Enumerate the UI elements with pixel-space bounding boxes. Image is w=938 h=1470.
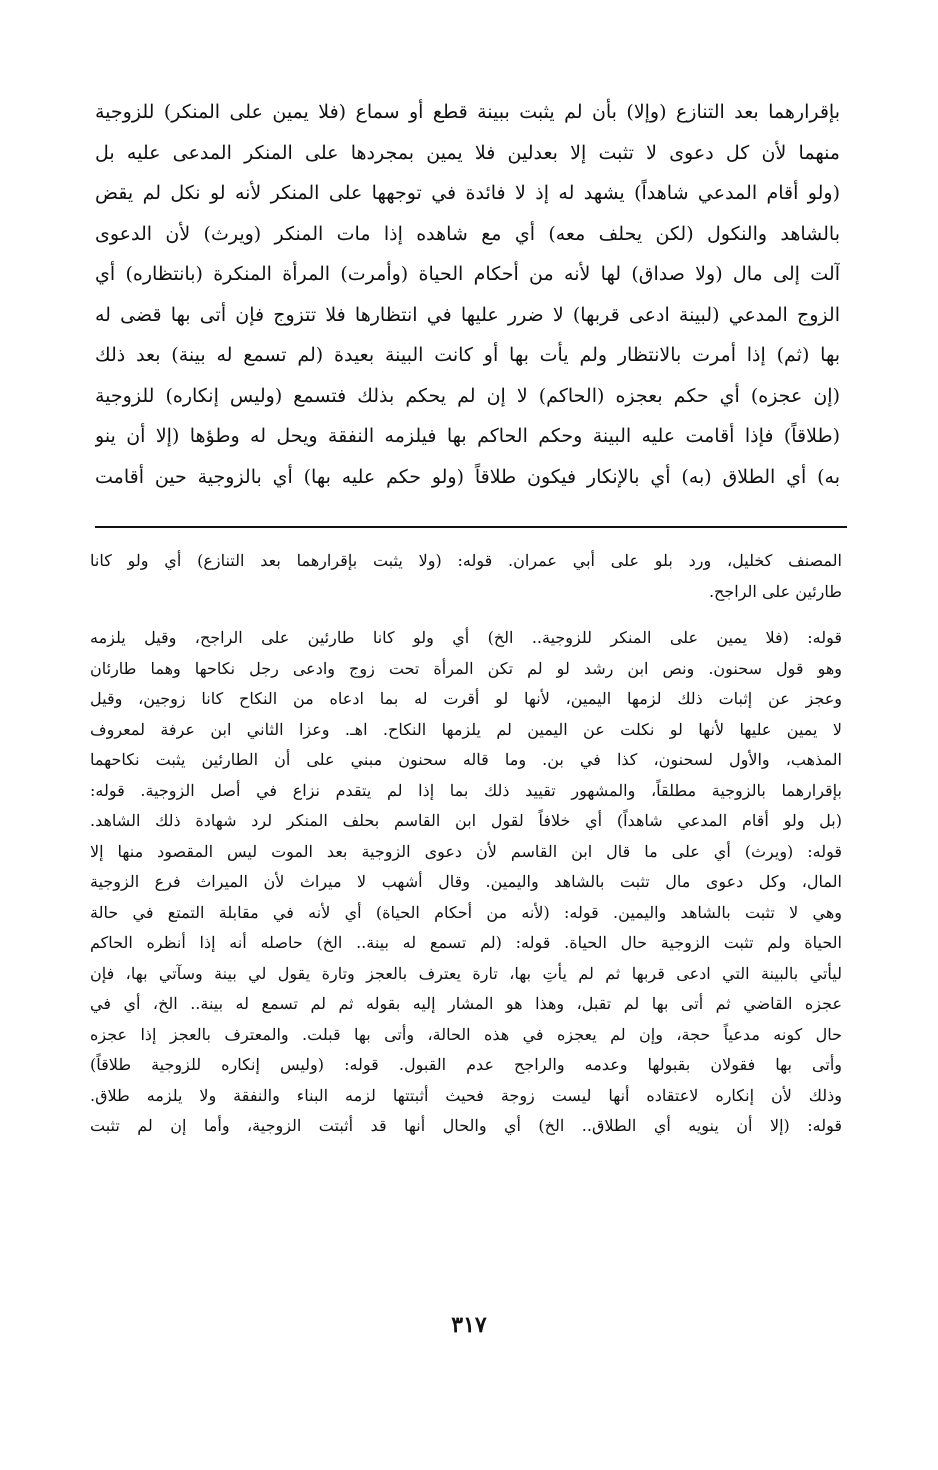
footnote-line: طارئين على الراجح. — [708, 581, 842, 601]
footnote-line: المال، وكل دعوى مال تثبت بالشاهد واليمين. وقال أشهب لا ميراث لأن الميراث فرع الزوجية — [90, 872, 842, 891]
footnote-line: لا يمين عليها لأنها لو نكلت عن اليمين لم يلزمها النكاح. اهـ. وعزا الثاني ابن عرفة لمعروف — [90, 719, 842, 739]
main-text-line: (ولو أقام المدعي شاهداً) يشهد له إذ لا فائدة في توجهها على المنكر لأنه لو نكل لم يقض — [95, 182, 840, 204]
footnote-divider — [95, 526, 847, 528]
footnotes — [90, 546, 842, 1158]
footnote-line: وهو قول سحنون. ونص ابن رشد لو لم تكن المرأة تحت زوج وادعى رجل نكاحها وهما طارئان — [90, 658, 842, 678]
footnote-line: المذهب، والأول لسحنون، كذا في بن. وما قاله سحنون مبني على أن الطارئين يثبت نكاحهما — [90, 750, 842, 769]
main-text-line: (طلاقاً) فإذا أقامت عليه البينة وحكم الحاكم بها فيلزمه النفقة ويحل له وطؤها (إلا أن ينو — [95, 425, 840, 447]
main-text — [95, 92, 840, 497]
footnote-line: بإقرارهما بالزوجية مطلقاً، والمشهور تقييد ذلك بما إذا لم يتقدم نزاع في أصل الزوجية. قوله: — [90, 780, 842, 800]
footnote-line: عجزه القاضي ثم أتى بها لم تقبل، وهذا هو المشار إليه بقوله ثم لم تسمع له بينة.. الخ، أي في — [90, 994, 842, 1013]
footnote-line: قوله: (فلا يمين على المنكر للزوجية.. الخ) أي ولو كانا طارئين على الراجح، وقيل يلزمه — [90, 628, 842, 647]
footnote-paragraph — [90, 623, 842, 1142]
footnote-line: قوله: (إلا أن ينويه أي الطلاق.. الخ) أي والحال أنها قد أثبتت الزوجية، وأما إن لم تثبت — [90, 1116, 842, 1135]
footnote-line: قوله: (ويرث) أي على ما قال ابن القاسم لأن دعوى الزوجية بعد الموت ليس المقصود منها إلا — [90, 841, 842, 861]
main-text-line: الزوج المدعي (لبينة ادعى قربها) لا ضرر عليها في انتظارها فلا تتزوج فإن أتى بها قضى له — [95, 303, 840, 326]
footnote-line: وهي لا تثبت بالشاهد واليمين. قوله: (لأنه من أحكام الحياة) أي لأنه في مقابلة التمتع في حالة — [90, 902, 842, 922]
main-text-line: به) أي الطلاق (به) أي بالإنكار فيكون طلاقاً (ولو حكم عليه بها) أي بالزوجية حين أقامت — [95, 465, 840, 488]
footnote-line: ليأتي بالبينة التي ادعى قربها ثم لم يأتِ بها، تارة يعترف بالعجز وتارة يقول لي بينة وسآتي بها، فإن — [90, 963, 842, 983]
main-text-line: بإقرارهما بعد التنازع (وإلا) بأن لم يثبت ببينة قطع أو سماع (فلا يمين على المنكر) للزوجية — [95, 101, 840, 123]
footnote-line: وذلك لأن إنكاره لاعتقاده أنها ليست زوجة فحيث أثبتتها لزمه البناء والنفقة ولا يلزمه طلاق. — [90, 1085, 842, 1105]
footnote-line: الحياة ولم تثبت الزوجية حال الحياة. قوله: (لم تسمع له بينة.. الخ) حاصله أنه إذا أنظره الحاكم — [90, 933, 842, 952]
main-text-line: آلت إلى مال (ولا صداق) لها لأنه من أحكام الحياة (وأمرت) المرأة المنكرة (بانتظاره) أي — [95, 263, 840, 285]
main-text-line: بالشاهد والنكول (لكن يحلف معه) أي مع شاهده إذا مات المنكر (ويرث) لأن الدعوى — [95, 222, 840, 245]
main-text-line: (إن عجزه) أي حكم بعجزه (الحاكم) لا إن لم يحكم بذلك فتسمع (وليس إنكاره) للزوجية — [95, 384, 840, 407]
main-text-line: منهما لأن كل دعوى لا تثبت إلا بعدلين فلا يمين بمجردها على المنكر المدعى عليه بل — [95, 141, 840, 164]
footnote-line: وعجز عن إثبات ذلك لزمها اليمين، لأنها لو أقرت له بما ادعاه من النكاح كانا زوجين، وقيل — [90, 689, 842, 708]
footnote-line: (بل ولو أقام المدعي شاهداً) أي خلافاً لقول ابن القاسم بحلف المنكر لرد شهادة ذلك الشاهد. — [90, 811, 842, 830]
footnote-paragraph — [90, 546, 842, 607]
footnote-line: حال كونه مدعياً حجة، وإن لم يعجزه في هذه الحالة، وأتى بها قبلت. والمعترف بالعجز إذا عجزه — [90, 1024, 842, 1044]
footnote-line: المصنف كخليل، ورد بلو على أبي عمران. قوله: (ولا يثبت بإقرارهما بعد التنازع) أي ولو كانا — [90, 551, 842, 570]
page-number: ٣١٧ — [451, 1312, 487, 1338]
main-text-line: بها (ثم) إذا أمرت بالانتظار ولم يأت بها أو كانت البينة بعيدة (لم تسمع له بينة) بعد ذلك — [95, 344, 840, 366]
footnote-line: وأتى بها فقولان بقبولها وعدمه والراجح عدم القبول. قوله: (وليس إنكاره للزوجية طلاقاً) — [90, 1055, 842, 1074]
